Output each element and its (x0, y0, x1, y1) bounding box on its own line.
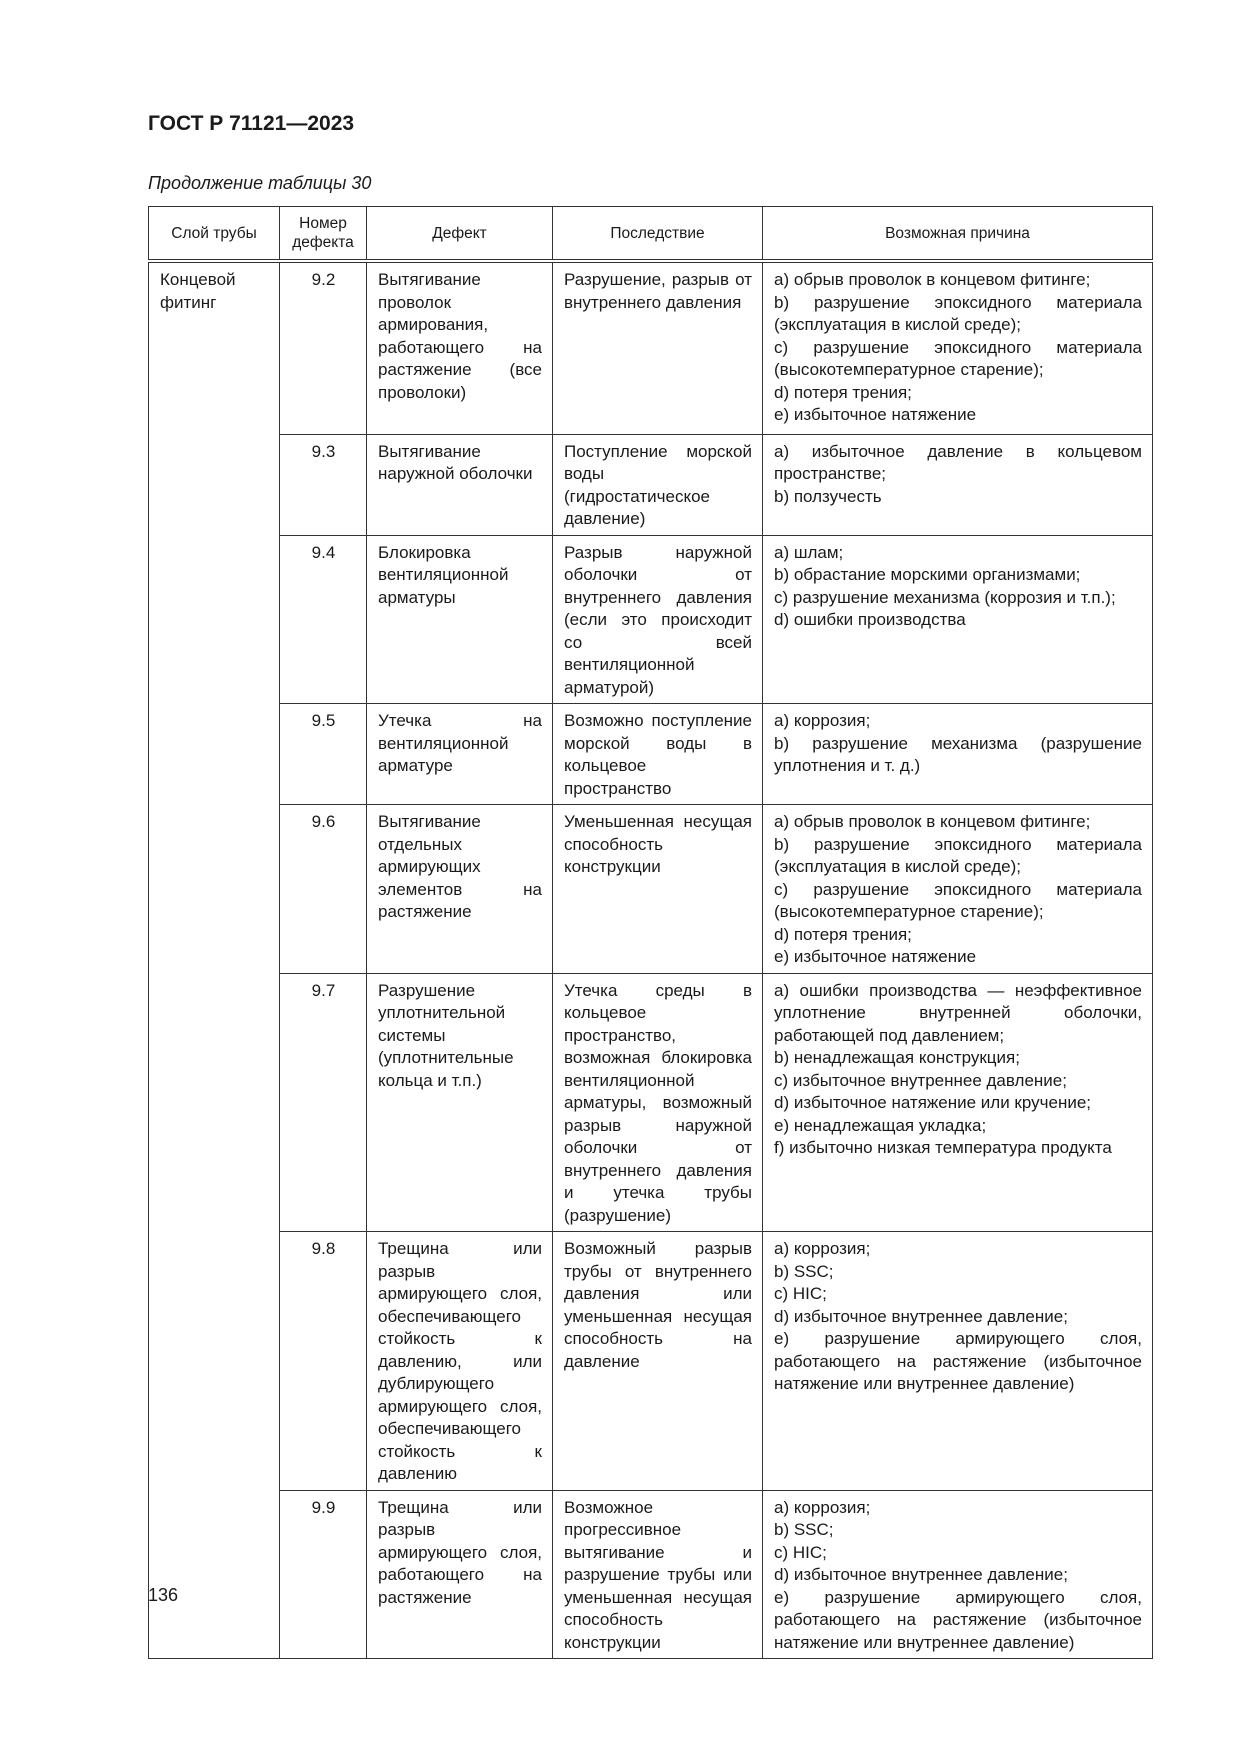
cause-item: b) SSC; (774, 1520, 834, 1539)
cause-item: a) обрыв проволок в концевом фитинге; (774, 270, 1091, 289)
column-header-consequence: Последствие (553, 207, 763, 262)
cell-consequence: Возможное прогрессивное вытягивание и разрушение трубы или уменьшенная несущая способность конструкции (553, 1490, 763, 1659)
table-row (149, 434, 1153, 535)
cause-item: f) избыточно низкая температура продукта (774, 1138, 1112, 1157)
cause-item: a) коррозия; (774, 1239, 871, 1258)
cause-item: c) разрушение эпоксидного материала (высокотемпературное старение); (774, 337, 1142, 379)
cell-defect-number: 9.4 (280, 535, 367, 704)
cell-defect-number: 9.9 (280, 1490, 367, 1659)
cell-possible-cause (763, 434, 1153, 535)
cell-defect: Блокировка вентиляционной арматуры (367, 535, 553, 704)
cell-layer: Концевой фитинг (149, 261, 280, 1659)
column-header-cause: Возможная причина (763, 207, 1153, 262)
cell-defect: Утечка на вентиляционной арматуре (367, 704, 553, 805)
cause-item: d) избыточное внутреннее давление; (774, 1565, 1068, 1584)
table-row (149, 1490, 1153, 1659)
cell-consequence: Поступление морской воды (гидростатическое давление) (553, 434, 763, 535)
cause-item: b) разрушение механизма (разрушение уплотнения и т. д.) (774, 733, 1142, 775)
cause-item: d) потеря трения; (774, 924, 912, 944)
cell-consequence: Возможно поступление морской воды в кольцевое пространство (553, 704, 763, 805)
cause-item: e) ненадлежащая укладка; (774, 1115, 987, 1135)
cell-consequence: Утечка среды в кольцевое пространство, возможная блокировка вентиляционной арматуры, возможный разрыв наружной оболочки от внутреннего давления и утечка трубы (разрушение) (553, 973, 763, 1232)
cause-item: d) избыточное внутреннее давление; (774, 1306, 1068, 1326)
cause-item: b) разрушение эпоксидного материала (эксплуатация в кислой среде); (774, 292, 1142, 334)
cell-possible-cause (763, 535, 1153, 704)
cause-item: a) коррозия; (774, 711, 871, 730)
cause-item: e) разрушение армирующего слоя, работающего на растяжение (избыточное натяжение или внутреннее давление) (774, 1329, 1142, 1393)
column-header-defect: Дефект (367, 207, 553, 262)
cell-possible-cause (763, 1490, 1153, 1659)
cause-item: e) разрушение армирующего слоя, работающего на растяжение (избыточное натяжение или внутреннее давление) (774, 1587, 1142, 1652)
cell-defect-number: 9.5 (280, 704, 367, 805)
table-row (149, 261, 1153, 434)
cell-defect-number: 9.2 (280, 261, 367, 434)
cell-possible-cause (763, 805, 1153, 974)
cell-consequence: Разрушение, разрыв от внутреннего давления (553, 261, 763, 434)
cause-item: a) избыточное давление в кольцевом пространстве; (774, 441, 1142, 483)
table-row (149, 805, 1153, 974)
cause-item: e) избыточное натяжение (774, 947, 977, 966)
table-caption: Продолжение таблицы 30 (148, 173, 372, 193)
cell-defect-number: 9.6 (280, 805, 367, 974)
cause-item: d) потеря трения; (774, 382, 912, 402)
table-row (149, 704, 1153, 805)
cell-possible-cause (763, 704, 1153, 805)
cell-defect-number: 9.3 (280, 434, 367, 535)
column-header-layer: Слой трубы (149, 207, 280, 262)
cell-defect: Вытягивание проволок армирования, работающего на растяжение (все проволоки) (367, 261, 553, 434)
cause-item: e) избыточное натяжение (774, 405, 977, 424)
cell-defect: Вытягивание отдельных армирующих элементов на растяжение (367, 805, 553, 974)
cell-possible-cause (763, 973, 1153, 1232)
cause-item: c) разрушение механизма (коррозия и т.п.); (774, 587, 1116, 607)
cell-defect: Трещина или разрыв армирующего слоя, работающего на растяжение (367, 1490, 553, 1659)
cell-possible-cause (763, 261, 1153, 434)
cell-consequence: Уменьшенная несущая способность конструкции (553, 805, 763, 974)
table-header-row (149, 207, 1153, 262)
cause-item: b) разрушение эпоксидного материала (эксплуатация в кислой среде); (774, 834, 1142, 876)
cause-item: c) разрушение эпоксидного материала (высокотемпературное старение); (774, 879, 1142, 921)
cause-item: b) ползучесть (774, 486, 882, 506)
cause-item: c) HIC; (774, 1542, 827, 1562)
cause-item: b) обрастание морскими организмами; (774, 565, 1081, 584)
table-row (149, 1232, 1153, 1491)
defects-table (148, 206, 1153, 1659)
column-header-number: Номер дефекта (280, 207, 367, 262)
cell-defect-number: 9.8 (280, 1232, 367, 1491)
cause-item: a) шлам; (774, 542, 844, 562)
cause-item: c) избыточное внутреннее давление; (774, 1070, 1067, 1090)
cell-defect-number: 9.7 (280, 973, 367, 1232)
cause-item: c) HIC; (774, 1284, 827, 1303)
cause-item: b) SSC; (774, 1261, 834, 1281)
cell-possible-cause (763, 1232, 1153, 1491)
cause-item: a) ошибки производства — неэффективное уплотнение внутренней оболочки, работающей под давлением; (774, 980, 1142, 1045)
table-row (149, 973, 1153, 1232)
cause-item: b) ненадлежащая конструкция; (774, 1048, 1020, 1067)
page-number: 136 (148, 1585, 179, 1605)
cell-defect: Трещина или разрыв армирующего слоя, обеспечивающего стойкость к давлению, или дублирующего армирующего слоя, обеспечивающего стойкость к давлению (367, 1232, 553, 1491)
cell-consequence: Возможный разрыв трубы от внутреннего давления или уменьшенная несущая способность на давление (553, 1232, 763, 1491)
document-header: ГОСТ Р 71121—2023 (148, 112, 355, 135)
cell-defect: Разрушение уплотнительной системы (уплотнительные кольца и т.п.) (367, 973, 553, 1232)
cell-defect: Вытягивание наружной оболочки (367, 434, 553, 535)
cause-item: a) коррозия; (774, 1497, 871, 1517)
cause-item: a) обрыв проволок в концевом фитинге; (774, 812, 1091, 831)
cell-consequence: Разрыв наружной оболочки от внутреннего давления (если это происходит со всей вентиляционной арматурой) (553, 535, 763, 704)
cause-item: d) ошибки производства (774, 610, 966, 629)
table-row (149, 535, 1153, 704)
cause-item: d) избыточное натяжение или кручение; (774, 1093, 1092, 1112)
